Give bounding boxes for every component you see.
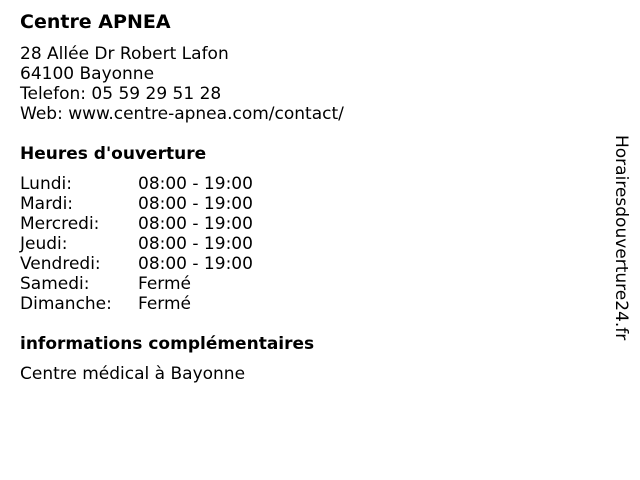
day-label: Jeudi:	[20, 234, 68, 254]
contact-block	[20, 44, 344, 124]
day-label: Samedi:	[20, 274, 90, 294]
time-value: Fermé	[138, 294, 192, 314]
time-value: 08:00 - 19:00	[138, 194, 253, 214]
business-name: Centre APNEA	[20, 11, 171, 33]
opening-hours-heading: Heures d'ouverture	[20, 144, 207, 164]
site-watermark: Horairesdouverture24.fr	[611, 135, 631, 341]
additional-info-text: Centre médical à Bayonne	[20, 364, 246, 384]
address-line-city: 64100 Bayonne	[20, 64, 155, 84]
day-label: Vendredi:	[20, 254, 101, 274]
time-value: Fermé	[138, 274, 192, 294]
website-line[interactable]: Web: www.centre-apnea.com/contact/	[20, 104, 344, 124]
time-value: 08:00 - 19:00	[138, 234, 253, 254]
address-line-street: 28 Allée Dr Robert Lafon	[20, 44, 229, 64]
day-label: Dimanche:	[20, 294, 112, 314]
day-label: Mardi:	[20, 194, 74, 214]
day-label: Lundi:	[20, 174, 72, 194]
phone-line[interactable]: Telefon: 05 59 29 51 28	[20, 84, 222, 104]
time-value: 08:00 - 19:00	[138, 254, 253, 274]
time-value: 08:00 - 19:00	[138, 214, 253, 234]
time-value: 08:00 - 19:00	[138, 174, 253, 194]
additional-info-heading: informations complémentaires	[20, 334, 315, 354]
day-label: Mercredi:	[20, 214, 100, 234]
